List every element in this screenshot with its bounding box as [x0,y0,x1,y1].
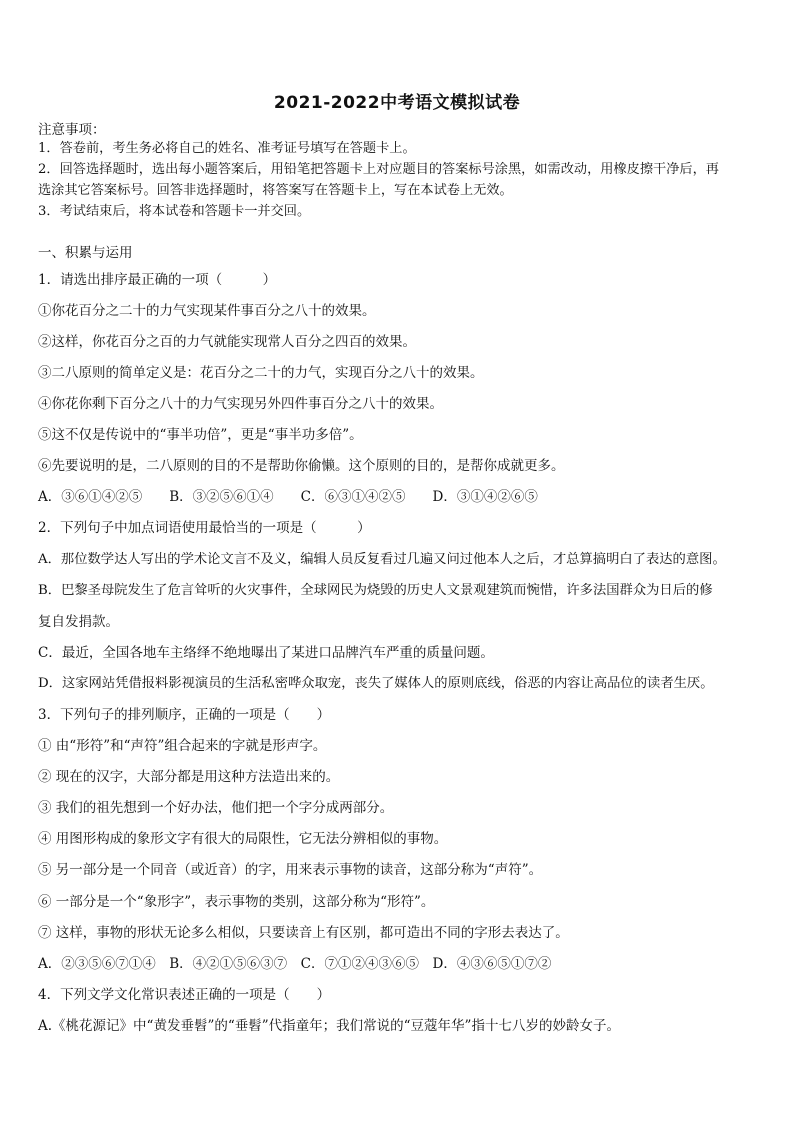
question-3-item: ③ 我们的祖先想到一个好办法，他们把一个字分成两部分。 [38,800,394,816]
question-1-item: ①你花百分之二十的力气实现某件事百分之八十的效果。 [38,303,376,319]
question-2-option-b: B．巴黎圣母院发生了危言耸听的火灾事件，全球网民为烧毁的历史人文景观建筑而惋惜，许多法国群众为日后的修 [38,583,713,598]
question-3-item: ① 由“形符”和“声符”组合起来的字就是形声字。 [38,738,327,754]
question-1-stem: 1．请选出排序最正确的一项（ ） [38,272,277,288]
question-3-item: ② 现在的汉字，大部分都是用这种方法造出来的。 [38,769,340,785]
section-heading: 一、积累与运用 [38,245,133,261]
question-1-options: A．③⑥①④②⑤ B．③②⑤⑥①④ C．⑥③①④②⑤ D．③①④②⑥⑤ [38,489,538,505]
question-4-stem: 4．下列文学文化常识表述正确的一项是（ ） [38,987,331,1003]
question-2-option-a: A．那位数学达人写出的学术论文言不及义，编辑人员反复看过几遍又问过他本人之后，才总算搞明白了表达的意图。 [38,552,726,567]
notice-item-2: 2．回答选择题时，选出每小题答案后，用铅笔把答题卡上对应题目的答案标号涂黑，如需改动，用橡皮擦干净后，再 [38,162,719,177]
question-3-item: ⑥ 一部分是一个“象形字”，表示事物的类别，这部分称为“形符”。 [38,894,435,910]
question-1-item: ⑥先要说明的是，二八原则的目的不是帮助你偷懒。这个原则的目的，是帮你成就更多。 [38,458,565,474]
question-3-item: ⑦ 这样，事物的形状无论多么相似，只要读音上有区别，都可造出不同的字形去表达了。 [38,925,569,941]
question-3-options: A．②③⑤⑥⑦①④ B．④②①⑤⑥③⑦ C．⑦①②④③⑥⑤ D．④③⑥⑤①⑦② [38,956,552,972]
question-1-item: ③二八原则的简单定义是：花百分之二十的力气，实现百分之八十的效果。 [38,365,484,381]
exam-title: 2021-2022中考语文模拟试卷 [273,93,521,113]
notice-heading: 注意事项： [38,122,106,138]
question-3-stem: 3．下列句子的排列顺序，正确的一项是（ ） [38,707,331,723]
question-2-option-d: D．这家网站凭借报料影视演员的生活私密哗众取宠，丧失了媒体人的原则底线，俗恶的内容让高品位的读者生厌。 [38,676,714,691]
notice-item-3: 3．考试结束后，将本试卷和答题卡一并交回。 [38,204,311,219]
question-2-option-c: C．最近，全国各地车主络绎不绝地曝出了某进口品牌汽车严重的质量问题。 [38,645,494,661]
notice-item-1: 1．答卷前，考生务必将自己的姓名、准考证号填写在答题卡上。 [38,141,416,156]
question-1-item: ②这样，你花百分之百的力气就能实现常人百分之四百的效果。 [38,334,416,350]
question-3-item: ④ 用图形构成的象形文字有很大的局限性，它无法分辨相似的事物。 [38,831,448,847]
question-1-item: ⑤这不仅是传说中的“事半功倍”，更是“事半功多倍”。 [38,427,363,443]
question-1-item: ④你花你剩下百分之八十的力气实现另外四件事百分之八十的效果。 [38,396,443,412]
question-2-option-b-cont: 复自发捐款。 [38,614,119,630]
question-2-stem: 2．下列句子中加点词语使用最恰当的一项是（ ） [38,520,371,536]
question-4-option-a: A.《桃花源记》中“黄发垂髫”的“垂髫”代指童年；我们常说的“豆蔻年华”指十七八岁的妙龄女子。 [38,1018,620,1034]
question-3-item: ⑤ 另一部分是一个同音（或近音）的字，用来表示事物的读音，这部分称为“声符”。 [38,862,543,878]
notice-item-2-cont: 选涂其它答案标号。回答非选择题时，将答案写在答题卡上，写在本试卷上无效。 [38,183,513,198]
